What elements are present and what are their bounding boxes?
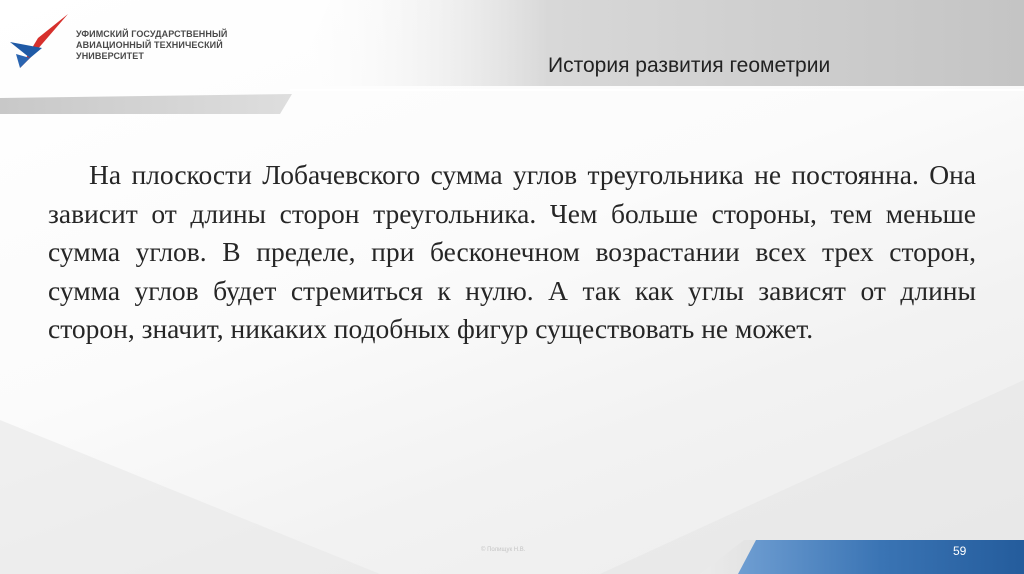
main-paragraph: На плоскости Лобачевского сумма углов треугольника не постоянна. Она зависит от длины сторон треугольника. Чем больше стороны, тем меньше сумма углов. В пределе, при бесконечном возрастании всех трех сторон, сумма углов будет стремиться к нулю. А так как углы зависят от длины сторон, значит, никаких подобных фигур существовать не может. (48, 159, 976, 344)
university-name-line: УФИМСКИЙ ГОСУДАРСТВЕННЫЙ (76, 29, 228, 39)
university-name-line: АВИАЦИОННЫЙ ТЕХНИЧЕСКИЙ (76, 40, 223, 50)
background-shadow (0, 420, 380, 574)
footer-copyright: © Полищук Н.В. (481, 547, 526, 553)
university-logo-icon (8, 12, 70, 68)
footer-blue-band (738, 540, 1024, 574)
university-name-line: УНИВЕРСИТЕТ (76, 51, 144, 61)
slide-title: История развития геометрии (548, 54, 831, 77)
header-left-strip (0, 94, 292, 114)
page-number: 59 (953, 544, 967, 558)
university-name (76, 29, 227, 62)
